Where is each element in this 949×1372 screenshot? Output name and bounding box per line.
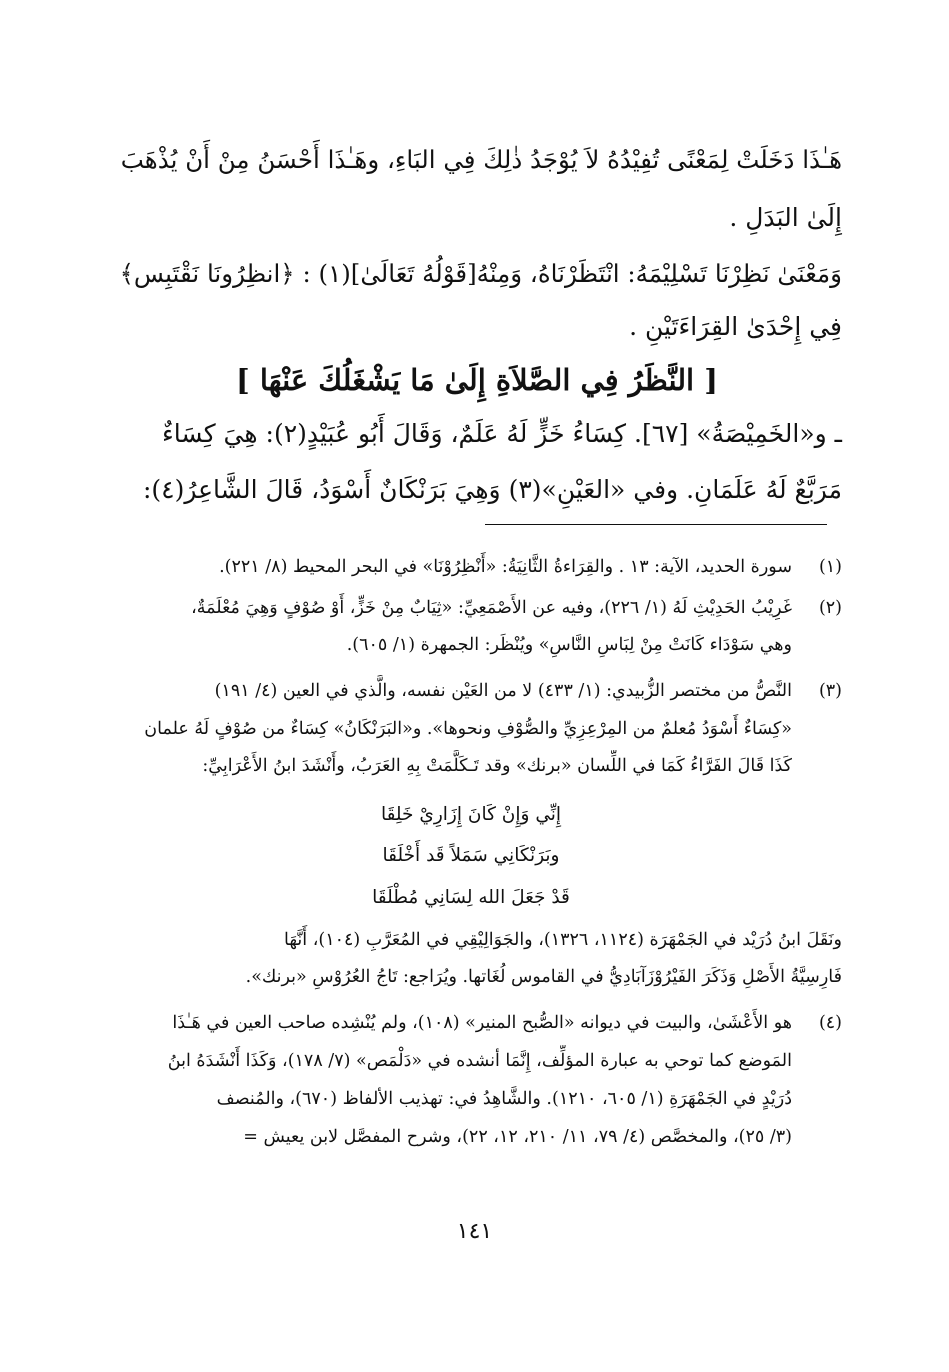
footnote-text: دُرَيْدٍ في الجَمْهَرَةِ (١/ ٦٠٥، ١٢١٠). والشَّاهِدُ في: تهذيب الألفاظ (٦٧٠)، والمُنصف [216, 1089, 792, 1109]
footnote-number: (٣) [818, 681, 842, 701]
verse-line-2: وبَرَنْكَانِي سَمَلاً قَد أَخْلَقَا [382, 845, 560, 866]
footnote-number: (٤) [818, 1013, 842, 1033]
footnote-4-line-2 [100, 1045, 842, 1078]
section-heading: [ النَّظَرُ فِي الصَّلاَةِ إِلَىٰ مَا يَشْغَلُكَ عَنْهَا ] [236, 363, 718, 397]
footnote-text: النَّصُّ من مختصر الزُّبيدي: (١/ ٤٣٣) لا من العَيْن نفسه، والَّذي في العين (٤/ ١٩١) [214, 681, 792, 701]
footnote-text: فَارِسِيَّةُ الأَصْلِ وَذَكَرَ الفَيْرُوْزَآبَادِيُّ في القاموس لُغَاتها. ويُرَاجع: تَاجُ العُرُوْسِ «برنك». [245, 967, 842, 987]
footnote-1 [100, 551, 842, 584]
footnote-text: كَذَا قَالَ الفَرَّاءُ كَمَا في اللِّسان «برنك» وقد تَـكَلَّمَتْ بِهِ العَرَبُ، وأَنْشَدَ ابنُ الأَعْرَابِيِّ: [202, 756, 792, 776]
verse-line-1: إِنِّي وَإِنْ كَانَ إِزَارِيْ خَلِقَا [380, 804, 562, 825]
footnote-3-continuation-1 [100, 924, 842, 957]
footnote-4 [100, 1007, 842, 1040]
footnote-3-line-3 [100, 750, 842, 783]
footnote-3-line-2 [100, 713, 842, 746]
footnote-text: ونَقَلَ ابنُ دُرَيْد في الجَمْهَرَة (١١٢٤، ١٣٢٦)، والجَوَالِيْقِي في المُعَرَّبِ (١٠٤)، أَنَّهَا [284, 930, 842, 950]
footnote-number: (٢) [818, 598, 842, 618]
footnote-2 [100, 592, 842, 625]
footnote-separator [485, 524, 827, 525]
footnote-3 [100, 675, 842, 708]
footnote-text: وهي سَوْدَاء كَانَتْ مِنْ لِبَاسِ النَّاسِ» ويُنْظَر: الجمهرة (١/ ٦٠٥). [346, 635, 792, 655]
footnote-text: سورة الحديد، الآية: ١٣ . والقِرَاءةُ الثَّانِيَةُ: «أَنْظِرُوْنَا» في البحر المحيط (٨/ ٢٢١). [219, 557, 792, 577]
footnote-text: (٣/ ٢٥)، والمخصَّص (٤/ ٧٩، ١١/ ٢١٠، ١٢، ٢٢)، وشرح المفصَّل لابن يعيش = [243, 1127, 792, 1147]
footnote-3-continuation-2 [100, 961, 842, 994]
body-line-2: إِلَىٰ البَدَلِ . [729, 203, 842, 232]
body-line-4: فِي إِحْدَىٰ القِرَاءَتَيْنِ . [629, 312, 842, 341]
body-line-1: هَـٰذَا دَخَلَتْ لِمَعْنًى تُفِيْدُهُ لاَ يُوْجَدُ ذٰلِكَ فِي البَاءِ، وهَـٰذَا أَحْسَنُ مِنْ أَنْ يُذْهَبَ [120, 145, 842, 174]
footnote-4-line-3 [100, 1083, 842, 1116]
body-line-3: وَمَعْنَىٰ نَظِرْنَا تَسْلِيْمَهُ: انْتَظَرْنَاهُ، وَمِنْهُ[قَوْلُهُ تَعَالَىٰ](١) : ﴿انظِرُونَا نَقْتَبِس﴾ [119, 259, 842, 288]
footnote-4-line-4 [100, 1121, 842, 1154]
footnote-text: غَرِيْبُ الحَدِيْثِ لَهُ (١/ ٢٢٦)، وفيه عن الأَصْمَعِيِّ: «ثِيَابٌ مِنْ خَزٍّ، أَوْ صُوْفٍ وَهِيَ مُعْلَمَةٌ، [191, 598, 792, 618]
page-number: ١٤١ [456, 1219, 493, 1244]
verse-line-3: قَدْ جَعَلَ الله لِسَانِي مُطْلَقَا [372, 887, 570, 908]
footnote-text: المَوضع كما توحي به عبارة المؤلِّف، إِنَّمَا أنشده في «دَلْمَص» (٧/ ١٧٨)، وَكَذَا أَنْشَدَهُ ابنُ [167, 1051, 792, 1071]
paragraph-line-2: مَرَبَّعٌ لَهُ عَلَمَانِ. وفي «العَيْنِ»(٣) وَهِيَ بَرَنْكَانٌ أَسْوَدُ، قَالَ الشَّاعِرُ(٤): [142, 475, 842, 504]
footnote-2-line-2 [100, 629, 842, 662]
footnote-number: (١) [818, 557, 842, 577]
footnote-text: «كِسَاءٌ أَسْوَدُ مُعلمٌ من المِرْعِزِيِّ والصُّوْفِ ونحوها». و«البَرَنْكَانُ» كِسَاءٌ من صُوْفٍ لَهُ علمان [144, 719, 792, 739]
paragraph-line-1: ـ و«الخَمِيْصَةُ» [٦٧]. كِسَاءُ خَزٍّ لَهُ عَلَمٌ، وَقَالَ أَبُو عُبَيْدٍ(٢): هِيَ كِسَاءٌ [162, 419, 842, 448]
footnote-text: هو الأَعْشَىٰ، والبيت في ديوانه «الصُّبح المنير» (١٠٨)، ولم يُنْشِده صاحب العين في هَـٰذَا [172, 1013, 792, 1033]
